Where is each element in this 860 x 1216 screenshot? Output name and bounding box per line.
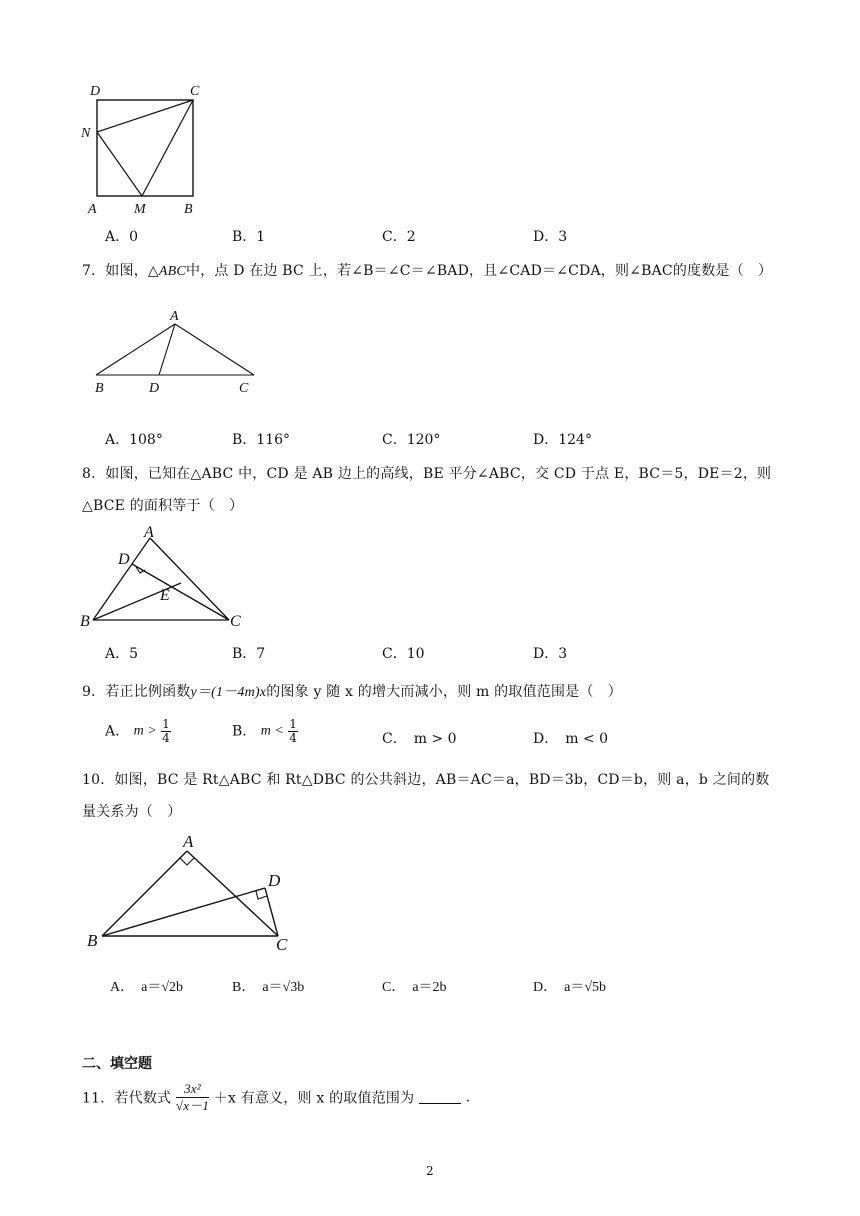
q7-option-a: A．108° [105,432,163,448]
q6-label-N: N [81,126,91,141]
q11-stem [82,1081,470,1114]
q9-stem-rest: 的图象 y 随 x 的增大而减小，则 m 的取值范围是（ ） [266,684,622,700]
q9-option-a: A． m > $\frac{1}{4}$ [105,717,170,745]
q6-option-c: C．2 [382,229,416,245]
q7-option-b: B．116° [232,432,291,448]
q11-answer-blank[interactable] [419,1091,461,1104]
q9-option-d: D． m < 0 [533,731,609,747]
q8-label-E: E [160,587,170,604]
q10-stem-line1: 10．如图，BC 是 Rt△ABC 和 Rt△DBC 的公共斜边，AB＝AC＝a，BD＝3b，CD＝b，则 a，b 之间的数 [82,772,770,788]
q10-option-d: D． a＝√5b [533,980,607,995]
q7-label-B: B [95,381,104,396]
q7-stem-rest: 中，点 D 在边 BC 上，若∠B＝∠C＝∠BAD，且∠CAD＝∠CDA，则∠BAC的度数是（ ） [185,263,773,279]
q6-option-a: A．0 [105,229,139,245]
q7-label-C: C [239,381,249,396]
q6-label-D: D [90,84,101,99]
q8-label-D: D [118,551,130,568]
page-number: 2 [426,1164,434,1178]
q8-option-d: D．3 [533,646,568,662]
q7-stem-prefix: 7．如图， [82,263,148,279]
q8-figure [78,520,258,630]
q9-option-a-fraction: $\frac{1}{4}$ [162,717,170,745]
q10-label-C: C [276,935,288,954]
q8-label-C: C [230,613,241,630]
q8-option-b: B．7 [232,646,266,662]
q6-option-b: B．1 [232,229,266,245]
q6-figure [78,80,208,220]
q9-stem-prefix: 9．若正比例函数 [82,684,191,700]
q10-option-c: C． a＝2b [382,980,447,995]
q10-figure [82,826,302,956]
q8-option-a: A．5 [105,646,139,662]
q10-option-a: A． a＝√2b [110,980,184,995]
q11-numerator: 3x² [176,1081,209,1098]
q8-option-c: C．10 [382,646,425,662]
q11-prefix: 11．若代数式 [82,1090,172,1107]
q10-label-D: D [268,871,281,890]
section-heading: 二、填空题 [82,1056,152,1072]
q11-after: ＋x 有意义，则 x 的取值范围为 [213,1090,415,1107]
q10-label-A: A [183,832,194,851]
q9-option-b-fraction: $\frac{1}{4}$ [289,717,297,745]
q6-label-M: M [134,202,146,217]
q8-stem-line1: 8．如图，已知在△ABC 中，CD 是 AB 边上的高线，BE 平分∠ABC，交 CD 于点 E，BC＝5，DE＝2，则 [82,466,772,482]
q6-option-d: D．3 [533,229,568,245]
q7-option-c: C．120° [382,432,441,448]
q11-fraction [176,1081,209,1114]
q9-option-c: C． m > 0 [382,731,457,747]
q7-stem [82,260,772,280]
q9-function: y＝(1－4m)x [190,685,267,700]
q10-option-b: B． a＝√3b [232,980,305,995]
q9-option-b: B． m < $\frac{1}{4}$ [232,717,297,745]
q8-stem-line2: △BCE 的面积等于（ ） [82,498,244,514]
q6-label-C: C [190,84,200,99]
q8-label-B: B [80,613,90,630]
q7-triangle: △ABC [147,264,186,279]
q6-label-A: A [88,202,97,217]
q7-label-D: D [149,381,160,396]
q10-label-B: B [87,931,98,950]
q11-end: . [465,1089,471,1106]
q6-label-B: B [184,202,193,217]
q7-label-A: A [170,309,179,324]
q8-label-A: A [144,524,154,541]
q11-denominator: √x－1 [175,1098,210,1113]
q10-stem-line2: 量关系为（ ） [82,804,182,820]
q9-stem [82,681,622,701]
q7-figure [86,305,266,400]
q7-option-d: D．124° [533,432,592,448]
